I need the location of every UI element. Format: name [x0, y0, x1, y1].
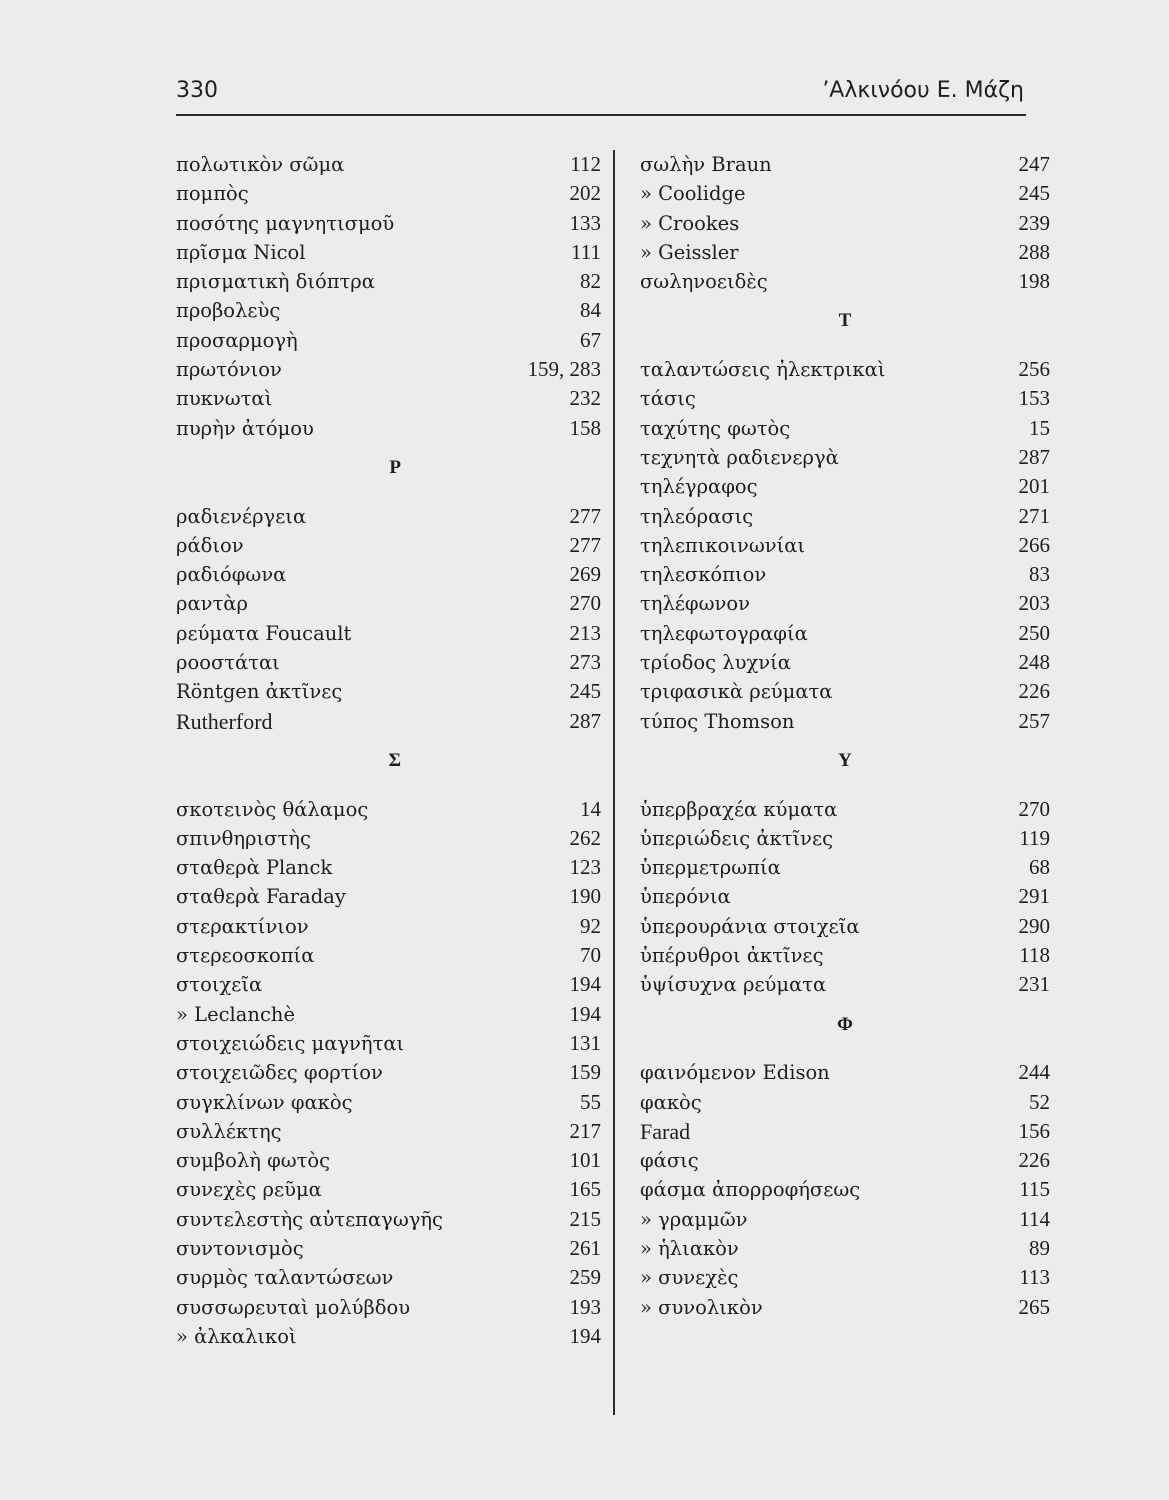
index-page-ref: 231 [1018, 972, 1050, 997]
index-term: » ἡλιακὸν [640, 1236, 739, 1260]
index-term: τηλεσκόπιον [640, 563, 767, 587]
index-term: στερακτίνιον [176, 914, 309, 938]
index-term: ταλαντώσεις ἠλεκτρικαὶ [640, 358, 886, 382]
index-page-ref: 101 [569, 1148, 601, 1173]
index-term: Röntgen ἀκτῖνες [176, 680, 343, 704]
index-term: συντελεστὴς αὐτεπαγωγῆς [176, 1207, 443, 1231]
index-term: στερεοσκοπία [176, 944, 315, 968]
index-entry [640, 267, 1050, 296]
index-entry [640, 1058, 1050, 1087]
index-entry [176, 1058, 601, 1087]
index-entry [640, 502, 1050, 531]
index-term: τάσις [640, 387, 696, 411]
index-entry [640, 443, 1050, 472]
index-entry [176, 1263, 601, 1292]
index-entry [640, 179, 1050, 208]
index-entry [176, 560, 601, 589]
section-letter-label: Φ [837, 1013, 853, 1035]
section-letter [176, 736, 601, 795]
index-term: σωλὴν Braun [640, 153, 772, 176]
index-page-ref: 55 [580, 1089, 601, 1114]
index-page-ref: 288 [1018, 239, 1050, 264]
index-entry [176, 1117, 601, 1146]
index-page-ref: 67 [580, 327, 601, 352]
index-entry [176, 355, 601, 384]
index-term: πομπὸς [176, 182, 249, 206]
index-entry [176, 589, 601, 618]
index-term: σπινθηριστὴς [176, 826, 311, 850]
index-page-ref: 84 [580, 298, 601, 323]
index-term: ὑπερβραχέα κύματα [640, 797, 838, 821]
index-term: στοιχειώδεις μαγνῆται [176, 1031, 405, 1055]
index-entry [640, 1088, 1050, 1117]
index-entry [640, 414, 1050, 443]
index-term: τηλεφωτογραφία [640, 621, 808, 645]
index-term: ραδιόφωνα [176, 563, 287, 587]
index-term: σωληνοειδὲς [640, 270, 768, 294]
index-page-ref: 114 [1019, 1206, 1050, 1231]
index-page-ref: 14 [580, 796, 601, 821]
index-entry [176, 795, 601, 824]
index-page-ref: 202 [569, 181, 601, 206]
index-page-ref: 92 [580, 913, 601, 938]
index-page-ref: 123 [569, 855, 601, 880]
index-entry [640, 824, 1050, 853]
index-term: προβολεὺς [176, 299, 281, 323]
index-page-ref: 250 [1018, 620, 1050, 645]
index-page-ref: 245 [1018, 181, 1050, 206]
index-term: » Leclanchè [176, 1002, 295, 1026]
header-rule [176, 114, 1026, 116]
index-term: ταχύτης φωτὸς [640, 416, 791, 440]
index-entry [176, 326, 601, 355]
index-entry [640, 589, 1050, 618]
index-entry [640, 677, 1050, 706]
index-page-ref: 165 [569, 1177, 601, 1202]
index-page-ref: 277 [569, 532, 601, 557]
index-page-ref: 290 [1018, 913, 1050, 938]
index-term: ρεύματα Foucault [176, 621, 352, 645]
index-entry [640, 1234, 1050, 1263]
index-page-ref: 111 [571, 239, 601, 264]
index-entry [640, 472, 1050, 501]
index-entry [176, 853, 601, 882]
index-term: ὑπεριώδεις ἀκτῖνες [640, 826, 834, 850]
index-page-ref: 261 [569, 1235, 601, 1260]
index-entry [640, 209, 1050, 238]
index-term: προσαρμογὴ [176, 328, 298, 352]
index-page-ref: 287 [569, 708, 601, 733]
section-letter [640, 1000, 1050, 1059]
index-term: πυρὴν ἀτόμου [176, 416, 314, 440]
index-page-ref: 52 [1029, 1089, 1050, 1114]
index-page-ref: 226 [1018, 1148, 1050, 1173]
index-entry [640, 560, 1050, 589]
index-page-ref: 265 [1018, 1294, 1050, 1319]
index-entry [176, 384, 601, 413]
index-page-ref: 259 [569, 1265, 601, 1290]
index-entry [176, 1146, 601, 1175]
section-letter-label: Σ [388, 749, 401, 771]
index-page-ref: 245 [569, 679, 601, 704]
index-entry [176, 1293, 601, 1322]
index-page-ref: 287 [1018, 444, 1050, 469]
index-entry [640, 1117, 1050, 1146]
index-entry [176, 502, 601, 531]
index-page-ref: 239 [1018, 210, 1050, 235]
index-page-ref: 256 [1018, 357, 1050, 382]
index-entry [176, 707, 601, 736]
index-entry [176, 1000, 601, 1029]
index-term: πολωτικὸν σῶμα [176, 153, 345, 176]
index-term: ραντὰρ [176, 592, 248, 616]
page-number: 330 [176, 78, 218, 103]
index-page-ref: 273 [569, 650, 601, 675]
index-page-ref: 119 [1019, 825, 1050, 850]
index-page-ref: 82 [580, 269, 601, 294]
section-letter-label: Ρ [389, 456, 401, 478]
index-term: φακὸς [640, 1090, 702, 1114]
index-page-ref: 15 [1029, 415, 1050, 440]
index-term: » ἀλκαλικοὶ [176, 1324, 297, 1348]
index-entry [176, 1205, 601, 1234]
index-entry [176, 941, 601, 970]
index-term: ράδιον [176, 533, 244, 557]
index-term: τρίοδος λυχνία [640, 651, 791, 675]
column-divider [613, 150, 615, 1415]
index-term: τριφασικὰ ρεύματα [640, 680, 833, 704]
index-term: συμβολὴ φωτὸς [176, 1149, 331, 1173]
index-page-ref: 262 [569, 825, 601, 850]
index-term: πρισματικὴ διόπτρα [176, 270, 375, 294]
index-entry [640, 619, 1050, 648]
index-page-ref: 193 [569, 1294, 601, 1319]
index-entry [640, 1146, 1050, 1175]
index-entry [640, 355, 1050, 384]
index-term: » γραμμῶν [640, 1207, 748, 1231]
index-page-ref: 133 [569, 210, 601, 235]
index-page-ref: 201 [1018, 474, 1050, 499]
index-page-ref: 194 [569, 1323, 601, 1348]
index-entry [640, 882, 1050, 911]
index-entry [176, 677, 601, 706]
index-page-ref: 113 [1019, 1265, 1050, 1290]
index-page-ref: 232 [569, 386, 601, 411]
index-page-ref: 269 [569, 562, 601, 587]
index-term: τύπος Thomson [640, 709, 795, 733]
index-page-ref: 226 [1018, 679, 1050, 704]
index-entry [640, 150, 1050, 179]
index-page-ref: 270 [1018, 796, 1050, 821]
index-page-ref: 277 [569, 503, 601, 528]
index-page-ref: 190 [569, 884, 601, 909]
index-entry [640, 970, 1050, 999]
section-letter [640, 736, 1050, 795]
index-term: ὑπερόνια [640, 885, 731, 909]
index-entry [176, 648, 601, 677]
index-term: φάσις [640, 1149, 699, 1173]
index-term: ὑπερουράνια στοιχεῖα [640, 914, 860, 938]
index-page-ref: 194 [569, 1001, 601, 1026]
index-page-ref: 215 [569, 1206, 601, 1231]
index-page-ref: 156 [1018, 1118, 1050, 1143]
index-page-ref: 291 [1018, 884, 1050, 909]
index-page-ref: 68 [1029, 855, 1050, 880]
index-entry [640, 795, 1050, 824]
index-page-ref: 271 [1018, 503, 1050, 528]
index-page-ref: 131 [569, 1030, 601, 1055]
index-entry [640, 648, 1050, 677]
index-entry [176, 1234, 601, 1263]
index-page-ref: 115 [1019, 1177, 1050, 1202]
running-head-author: ’Αλκινόου Ε. Μάζη [822, 78, 1024, 103]
index-term: πρῖσμα Nicol [176, 240, 306, 264]
index-entry [176, 267, 601, 296]
index-entry [176, 179, 601, 208]
index-entry [640, 941, 1050, 970]
index-page-ref: 198 [1018, 269, 1050, 294]
index-entry [176, 238, 601, 267]
index-entry [640, 1263, 1050, 1292]
section-letter [176, 443, 601, 502]
index-term: πρωτόνιον [176, 358, 282, 382]
index-page-ref: 270 [569, 591, 601, 616]
index-term: ὑπέρυθροι ἀκτῖνες [640, 944, 824, 968]
index-entry [640, 853, 1050, 882]
index-term: Rutherford [176, 708, 273, 734]
index-page-ref: 89 [1029, 1235, 1050, 1260]
index-entry [176, 619, 601, 648]
index-term: τηλέφωνον [640, 592, 750, 616]
index-entry [176, 882, 601, 911]
index-term: συντονισμὸς [176, 1236, 304, 1260]
index-entry [176, 414, 601, 443]
index-term: τηλεπικοινωνίαι [640, 533, 806, 557]
index-entry [640, 531, 1050, 560]
index-term: » Coolidge [640, 182, 746, 206]
index-page-ref: 153 [1018, 386, 1050, 411]
index-page-ref: 194 [569, 972, 601, 997]
index-entry [176, 1175, 601, 1204]
index-page-ref: 118 [1019, 943, 1050, 968]
index-term: πυκνωταὶ [176, 387, 273, 411]
section-letter-label: Υ [838, 749, 852, 771]
index-term: συρμὸς ταλαντώσεων [176, 1266, 394, 1290]
index-page-ref: 266 [1018, 532, 1050, 557]
index-term: σταθερὰ Faraday [176, 885, 346, 909]
index-entry [640, 384, 1050, 413]
index-entry [640, 238, 1050, 267]
index-term: συνεχὲς ρεῦμα [176, 1178, 322, 1202]
index-entry [640, 707, 1050, 736]
index-term: ραδιενέργεια [176, 504, 307, 528]
index-page-ref: 83 [1029, 562, 1050, 587]
index-term: ὑπερμετρωπία [640, 856, 781, 880]
index-entry [176, 531, 601, 560]
index-term: » συνολικὸν [640, 1295, 763, 1319]
index-page-ref: 159 [569, 1060, 601, 1085]
index-page-ref: 112 [570, 152, 601, 176]
index-page-ref: 217 [569, 1118, 601, 1143]
index-term: » Crookes [640, 211, 740, 235]
index-term: τεχνητὰ ραδιενεργὰ [640, 445, 839, 469]
section-letter [640, 296, 1050, 355]
index-page-ref: 70 [580, 943, 601, 968]
index-term: » Geissler [640, 240, 739, 264]
index-term: σκοτεινὸς θάλαμος [176, 797, 369, 821]
index-entry [176, 209, 601, 238]
index-page-ref: 247 [1018, 152, 1050, 176]
right-index-column [640, 150, 1050, 1322]
index-term: φάσμα ἀπορροφήσεως [640, 1178, 861, 1202]
index-entry [176, 970, 601, 999]
index-page-ref: 203 [1018, 591, 1050, 616]
index-entry [176, 1322, 601, 1351]
index-entry [176, 150, 601, 179]
index-term: στοιχειῶδες φορτίον [176, 1061, 383, 1085]
index-term: τηλεόρασις [640, 504, 754, 528]
index-page-ref: 159, 283 [527, 357, 601, 382]
index-term: τηλέγραφος [640, 475, 758, 499]
index-page-ref: 248 [1018, 650, 1050, 675]
index-entry [640, 1293, 1050, 1322]
index-term: στοιχεῖα [176, 973, 263, 997]
index-term: σταθερὰ Planck [176, 856, 333, 880]
index-term: συλλέκτης [176, 1119, 282, 1143]
index-term: συγκλίνων φακὸς [176, 1090, 353, 1114]
index-entry [176, 824, 601, 853]
index-entry [640, 1175, 1050, 1204]
index-entry [176, 1088, 601, 1117]
index-page-ref: 158 [569, 415, 601, 440]
index-entry [176, 912, 601, 941]
index-entry [640, 1205, 1050, 1234]
index-term: » συνεχὲς [640, 1266, 739, 1290]
index-page-ref: 257 [1018, 708, 1050, 733]
index-term: ποσότης μαγνητισμοῦ [176, 211, 395, 235]
index-term: ὑψίσυχνα ρεύματα [640, 973, 827, 997]
index-term: Farad [640, 1118, 691, 1144]
index-entry [176, 296, 601, 325]
index-page-ref: 244 [1018, 1060, 1050, 1085]
index-page-ref: 213 [569, 620, 601, 645]
section-letter-label: Τ [838, 310, 852, 332]
index-entry [640, 912, 1050, 941]
index-entry [176, 1029, 601, 1058]
index-term: ροοστάται [176, 651, 280, 675]
index-term: φαινόμενον Edison [640, 1061, 830, 1085]
index-term: συσσωρευταὶ μολύβδου [176, 1295, 411, 1319]
left-index-column [176, 150, 601, 1351]
